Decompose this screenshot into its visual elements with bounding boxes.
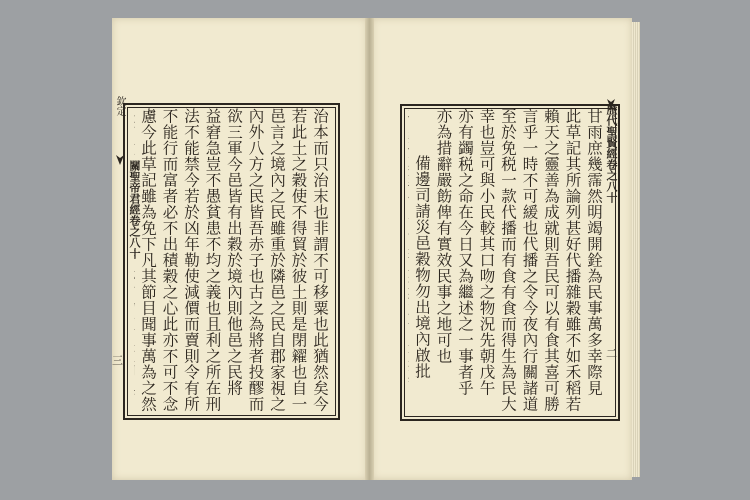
text-column: 亦有蠲税之命在今日又為繼述之一事者乎 xyxy=(456,108,474,396)
left-page-text xyxy=(134,108,330,414)
text-column: 慮今此草記雖為免下凡其節目聞事萬為之然 xyxy=(139,108,157,412)
text-column: 不能行而富者必不出積穀之心此亦不可不念 xyxy=(160,108,179,412)
text-column: 內外八方之民皆吾赤子也古之為將者投醪而 xyxy=(246,108,265,412)
text-column: 治本而只治末也非謂不可移粟也此猶然矣今 xyxy=(311,108,329,412)
text-column: 欲三軍今邑皆有出穀於境內則他邑之民將 xyxy=(225,108,243,396)
text-column xyxy=(134,108,137,414)
text-column xyxy=(408,108,411,414)
left-margin-head: 欽定 xyxy=(114,96,125,116)
book-spine xyxy=(365,18,374,480)
left-margin-volume: 關聖帝君經卷之八十 xyxy=(128,160,141,259)
text-column: 此草記其所論列甚好代播雜穀雖不如禾稻若 xyxy=(563,108,582,412)
text-column: 益窘急豈不愚貧患不均之義也且利之所在刑 xyxy=(203,108,222,412)
right-page-number: 二 xyxy=(606,347,617,360)
text-column: 邑言之境內之民雖重於隣邑之民自郡家視之 xyxy=(268,108,286,412)
text-column-heading: 備邊司請災邑穀物勿出境內啟批 xyxy=(413,154,431,379)
text-column: 賴天之靈善為成就則吾民可以有食其喜可勝 xyxy=(542,108,560,412)
right-page-text xyxy=(408,108,604,414)
left-page-number: 三 xyxy=(112,354,123,367)
page-edges xyxy=(632,22,640,477)
text-column: 言乎一時不可緩也代播之令今夜內行關諸道 xyxy=(520,108,539,412)
text-column: 幸也豈可與小民較其口吻之物況先朝戊午 xyxy=(477,108,496,396)
text-column: 法不能禁今若於凶年勒使減價而賣則令有所 xyxy=(182,108,200,412)
text-column: 至於免税一款代播而有食有食而得生為民大 xyxy=(499,108,517,412)
right-margin-title: 歷代聖賢經卷之八十 xyxy=(605,104,618,203)
text-column: 甘雨庶幾霈然明竭開銓為民事萬多幸際見 xyxy=(585,108,603,396)
text-column: 若此土之穀使不得貿於彼土則是閉糴也自一 xyxy=(289,108,308,412)
text-column: 亦為措辭嚴飭俾有實效民事之地可也 xyxy=(434,108,453,364)
